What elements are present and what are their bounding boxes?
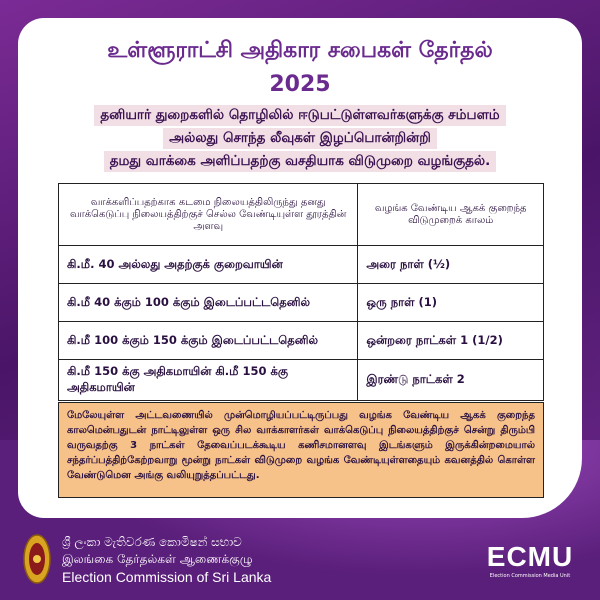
commission-name xyxy=(62,534,362,586)
sri-lanka-emblem-icon xyxy=(22,532,52,586)
note-box: மேலேயுள்ள அட்டவணையில் முன்மொழியப்பட்டிருப்பது வழங்க வேண்டிய ஆகக் குறைந்த காலமென்பதுடன் நாட்டிலுள்ள ஒரு சில வாக்காளர்கள் வாக்கெடுப்பு நிலையத்திற்குச் சென்று திரும்பி வருவதற்கு 3 நாட்கள் தேவைப்படக்கூடிய கணிசமானளவு இடங்களும் இருக்கின்றமையால் சந்தர்ப்பத்திற்கேற்றவாறு மூன்று நாட்கள் விடுமுறை வழங்க வேண்டியுள்ளதையும் கவனத்தில் கொள்ள வேண்டுமென அங்கு வலியுறுத்தப்பட்டது. xyxy=(58,402,544,498)
table-row xyxy=(59,360,544,401)
row-leave: ஒன்றரை நாட்கள் 1 (1/2) xyxy=(358,322,544,360)
subtitle-line-2: அல்லது சொந்த லீவுகள் இழப்பொன்றின்றி xyxy=(163,128,437,149)
row-distance: கி.மீ 40 க்கும் 100 க்கும் இடைப்பட்டதெனில் xyxy=(59,284,358,322)
commission-name-sinhala: ශ්‍රී ලංකා මැතිවරණ කොමිෂන් සභාව xyxy=(62,535,242,549)
header-leave: வழங்க வேண்டிய ஆகக் குறைந்த விடுமுறைக் காலம் xyxy=(358,184,544,246)
subtitle-line-3: தமது வாக்கை அளிப்பதற்கு வசதியாக விடுமுறை வழங்குதல். xyxy=(104,151,497,172)
header-distance: வாக்களிப்பதற்காக கடமை நிலையத்திலிருந்து தனது வாக்கெடுப்பு நிலையத்திற்குச் செல்ல வேண்டியுள்ள தூரத்தின் அளவு xyxy=(59,184,358,246)
row-distance: கி.மீ. 40 அல்லது அதற்குக் குறைவாயின் xyxy=(59,246,358,284)
subtitle-line-1: தனியார் துறைகளில் தொழிலில் ஈடுபட்டுள்ளவர்களுக்கு சம்பளம் xyxy=(94,105,505,126)
ecmu-logo-subtext: Election Commission Media Unit xyxy=(489,573,571,579)
title-line-1: உள்ளூராட்சி அதிகார சபைகள் தேர்தல் xyxy=(107,38,493,63)
row-leave: ஒரு நாள் (1) xyxy=(358,284,544,322)
page-title xyxy=(0,34,600,102)
subtitle xyxy=(40,104,560,173)
commission-name-english: Election Commission of Sri Lanka xyxy=(62,569,272,585)
row-distance: கி.மீ 150 க்கு அதிகமாயின் கி.மீ 150 க்கு அதிகமாயின் xyxy=(59,360,358,401)
row-leave: இரண்டு நாட்கள் 2 xyxy=(358,360,544,401)
table-row xyxy=(59,322,544,360)
row-leave: அரை நாள் (½) xyxy=(358,246,544,284)
table-row xyxy=(59,284,544,322)
table-header-row xyxy=(59,184,544,246)
leave-table xyxy=(58,183,544,401)
title-line-2: 2025 xyxy=(269,72,331,97)
footer xyxy=(0,520,600,600)
ecmu-logo-text: ECMU xyxy=(486,541,574,572)
commission-name-tamil: இலங்கை தேர்தல்கள் ஆணைக்குழு xyxy=(62,552,253,566)
ecmu-logo xyxy=(480,542,580,580)
table-row xyxy=(59,246,544,284)
row-distance: கி.மீ 100 க்கும் 150 க்கும் இடைப்பட்டதெனில் xyxy=(59,322,358,360)
